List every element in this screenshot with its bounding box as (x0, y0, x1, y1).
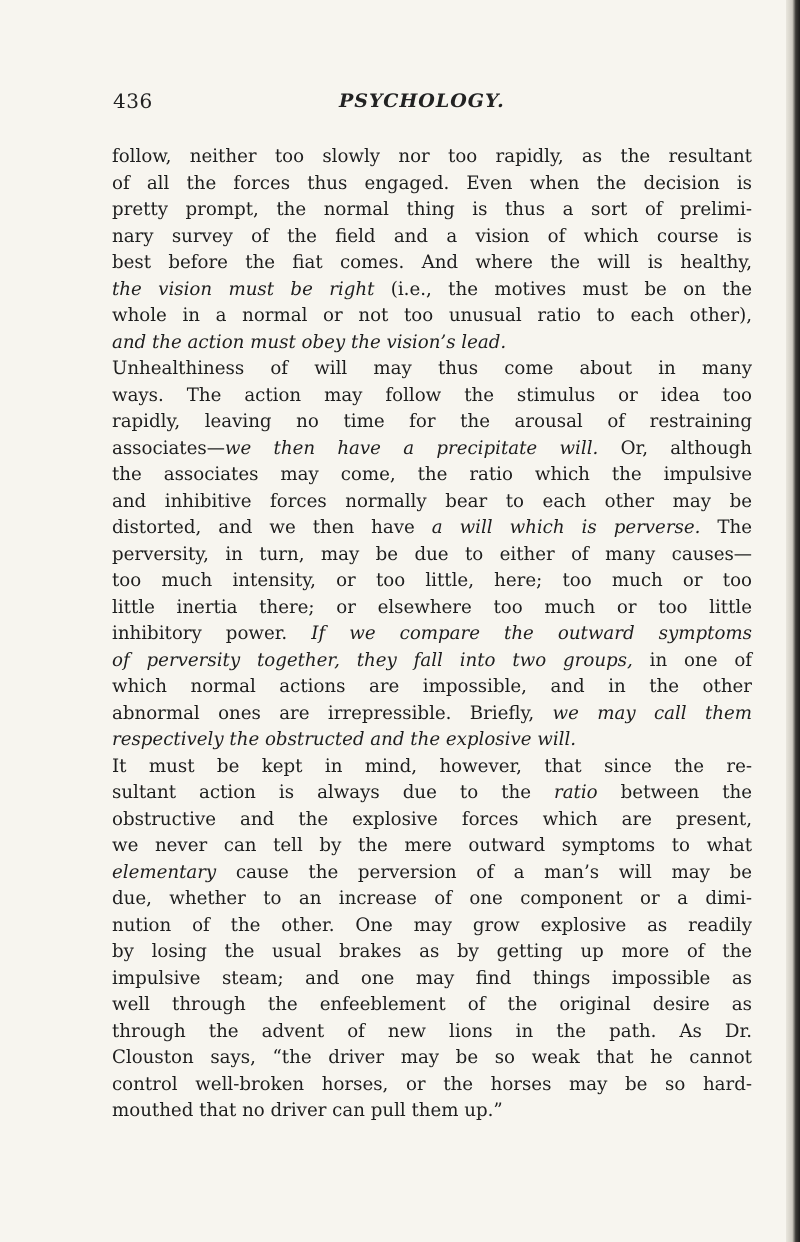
text-run: impulsive steam; and one may find things impossible as (112, 967, 752, 989)
text-line (112, 648, 752, 675)
text-line (112, 595, 752, 622)
text-run: Clouston says, “the driver may be so weak that he cannot (112, 1047, 752, 1068)
text-line (112, 621, 752, 648)
page-number: 436 (113, 89, 153, 113)
text-run: perversity, in turn, may be due to either of many causes— (112, 543, 752, 565)
text-line (112, 833, 752, 860)
text-line (112, 1072, 752, 1099)
text-line (112, 701, 752, 728)
page-edge-shadow (786, 0, 800, 1242)
text-run: rapidly, leaving no time for the arousal of restraining (112, 411, 752, 432)
text-run: best before the fiat comes. And where the will is healthy, (112, 252, 752, 273)
text-run: obstructive and the explosive forces which are present, (112, 808, 752, 830)
text-line (112, 807, 752, 834)
text-line (112, 436, 752, 463)
page-header (113, 89, 753, 119)
text-run: Or, although (598, 437, 752, 459)
text-run: little inertia there; or elsewhere too much or too little (112, 596, 752, 618)
text-line (112, 330, 752, 357)
text-line (112, 250, 752, 277)
text-line (112, 886, 752, 913)
running-title: PSYCHOLOGY. (339, 90, 505, 112)
italic-text: a will which is perverse. (431, 517, 701, 538)
text-line (112, 568, 752, 595)
italic-text: we then have a precipitate will. (224, 437, 599, 459)
text-run: cause the perversion of a man’s will may be (216, 861, 752, 883)
text-line (112, 780, 752, 807)
text-run: pretty prompt, the normal thing is thus a sort of prelimi- (112, 199, 752, 220)
text-line (112, 277, 752, 304)
text-run: follow, neither too slowly nor too rapidly, as the resultant (112, 146, 752, 167)
text-line (112, 515, 752, 542)
italic-text: we may call them (552, 702, 752, 724)
text-run: by losing the usual brakes as by getting up more of the (112, 941, 752, 962)
text-line (112, 409, 752, 436)
text-line (112, 489, 752, 516)
text-line (112, 356, 752, 383)
text-run: distorted, and we then have (112, 517, 432, 538)
text-run: It must be kept in mind, however, that since the re- (112, 755, 752, 777)
text-line (112, 1098, 752, 1125)
text-run: nary survey of the field and a vision of which course is (112, 225, 752, 247)
text-line (112, 1045, 752, 1072)
text-line (112, 939, 752, 966)
text-run: mouthed that no driver can pull them up.” (112, 1100, 503, 1121)
text-line (112, 462, 752, 489)
text-run: associates— (112, 437, 225, 459)
text-line (112, 860, 752, 887)
italic-text: respectively the obstructed and the explosive will. (112, 729, 577, 750)
italic-text: of perversity together, they fall into two groups, (112, 649, 633, 671)
text-run: The (700, 517, 752, 538)
text-run: sultant action is always due to the (112, 782, 555, 803)
italic-text: elementary (112, 861, 217, 883)
text-line (112, 542, 752, 569)
text-line (112, 303, 752, 330)
text-line (112, 197, 752, 224)
text-line (112, 224, 752, 251)
text-line (112, 992, 752, 1019)
text-run: abnormal ones are irrepressible. Briefly, (112, 702, 553, 724)
text-run: too much intensity, or too little, here; too much or too (112, 570, 752, 591)
text-line (112, 144, 752, 171)
text-run: which normal actions are impossible, and in the other (112, 676, 752, 697)
text-run: (i.e., the motives must be on the (374, 278, 752, 300)
text-line (112, 1019, 752, 1046)
text-run: Unhealthiness of will may thus come about in many (112, 358, 752, 379)
text-run: inhibitory power. (112, 623, 312, 644)
text-line (112, 171, 752, 198)
italic-text: and the action must obey the vision’s lead. (112, 331, 507, 353)
text-run: the associates may come, the ratio which the impulsive (112, 464, 752, 485)
text-line (112, 913, 752, 940)
italic-text: If we compare the outward symptoms (311, 623, 752, 644)
text-run: control well-broken horses, or the horses may be so hard- (112, 1073, 752, 1095)
text-line (112, 754, 752, 781)
text-line (112, 966, 752, 993)
text-run: through the advent of new lions in the path. As Dr. (112, 1020, 752, 1042)
text-line (112, 383, 752, 410)
italic-text: the vision must be right (112, 278, 375, 300)
text-run: well through the enfeeblement of the original desire as (112, 994, 752, 1015)
body-text (112, 144, 752, 1125)
text-run: we never can tell by the mere outward symptoms to what (112, 835, 752, 856)
text-run: between the (597, 782, 752, 803)
text-run: and inhibitive forces normally bear to each other may be (112, 490, 752, 512)
text-line (112, 727, 752, 754)
text-run: in one of (632, 649, 752, 671)
italic-text: ratio (554, 782, 598, 803)
text-run: due, whether to an increase of one component or a dimi- (112, 888, 752, 909)
text-run: ways. The action may follow the stimulus or idea too (112, 384, 752, 406)
text-run: nution of the other. One may grow explosive as readily (112, 914, 752, 936)
text-run: of all the forces thus engaged. Even when the decision is (112, 172, 752, 194)
text-line (112, 674, 752, 701)
text-run: whole in a normal or not too unusual ratio to each other), (112, 305, 752, 326)
